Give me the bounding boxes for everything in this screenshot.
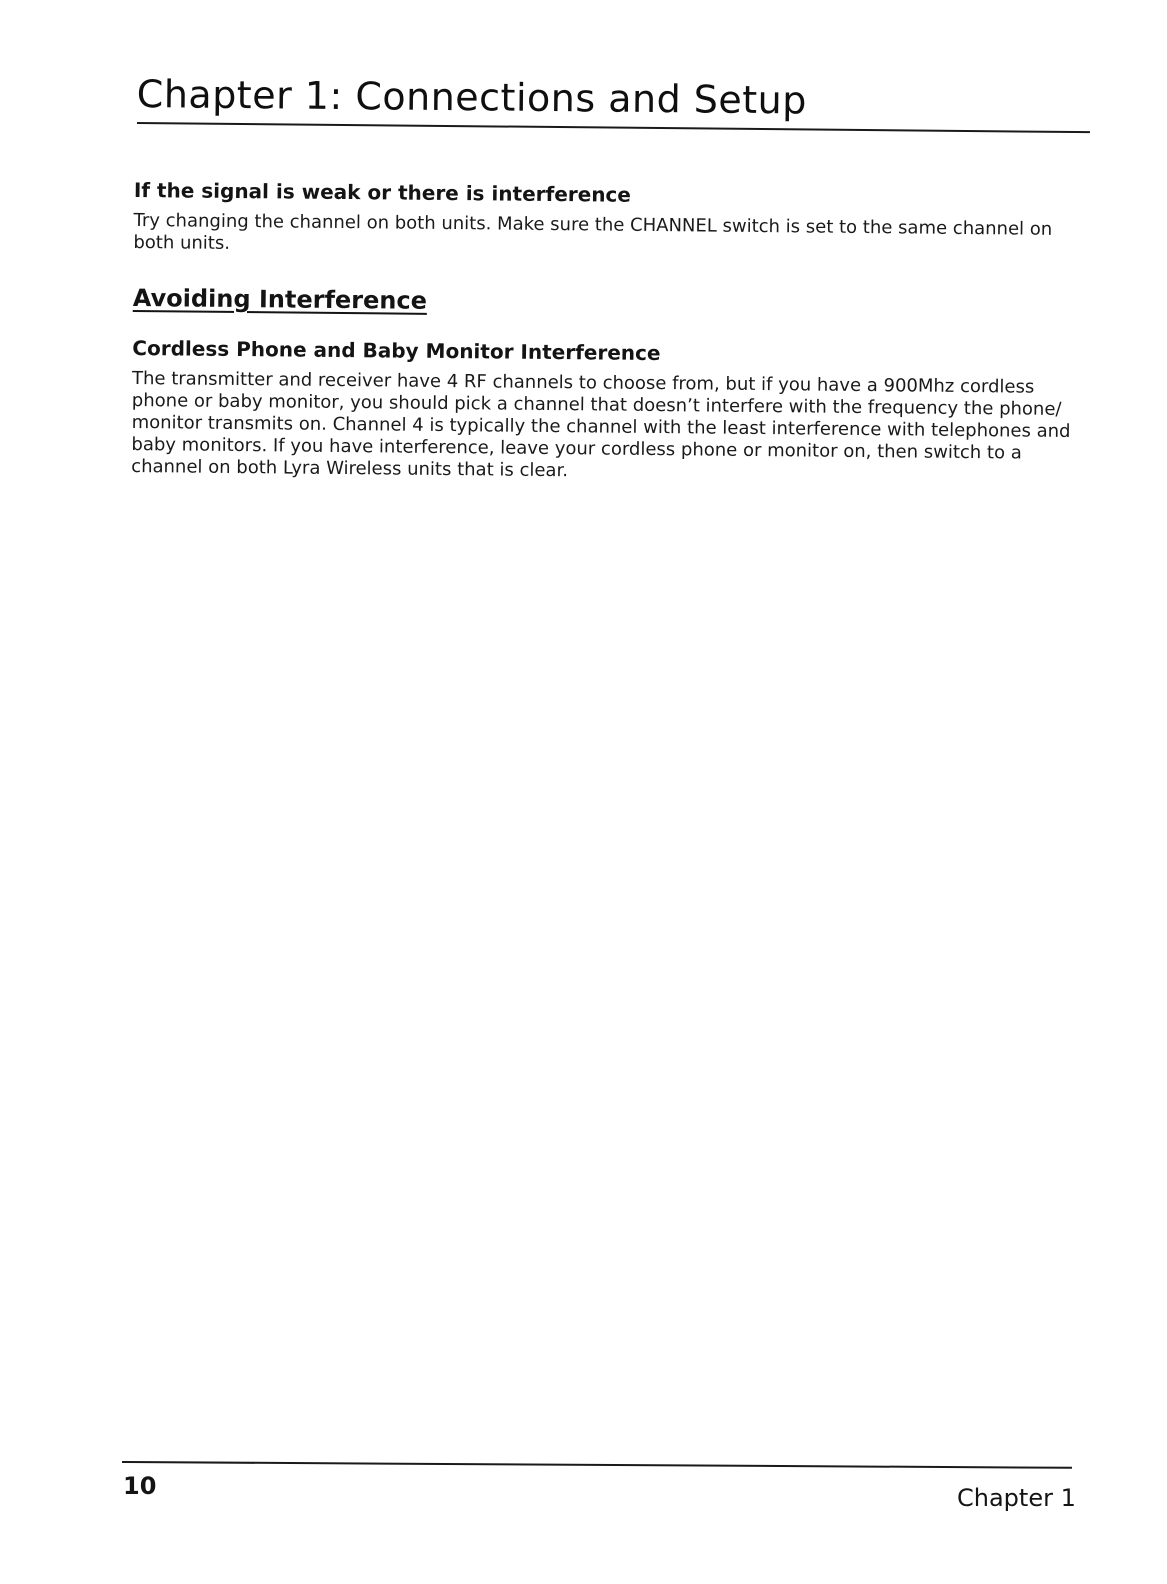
weak-signal-heading: If the signal is weak or there is interference <box>133 178 632 207</box>
page-number: 10 <box>123 1472 157 1500</box>
avoiding-interference-heading: Avoiding Interference <box>132 283 428 315</box>
page-content <box>131 178 1079 487</box>
weak-signal-paragraph: Try changing the channel on both units. Make sure the CHANNEL switch is set to the same channel on both units. <box>133 209 1053 254</box>
title-divider <box>137 122 1090 133</box>
cordless-interference-paragraph: The transmitter and receiver have 4 RF channels to choose from, but if you have a 900Mhz cordless phone or baby monitor, you should pick a channel that doesn’t interfere with the frequency the phone/ monitor transmits on. Channel 4 is typically the channel with the least interference with telephones and baby monitors. If you have interference, leave your cordless phone or monitor on, then switch to a channel on both Lyra Wireless units that is clear. <box>131 367 1071 482</box>
footer-divider <box>122 1461 1072 1469</box>
footer-chapter-label: Chapter 1 <box>957 1484 1076 1512</box>
chapter-title: Chapter 1: Connections and Setup <box>136 72 808 123</box>
cordless-interference-heading: Cordless Phone and Baby Monitor Interference <box>132 335 661 366</box>
